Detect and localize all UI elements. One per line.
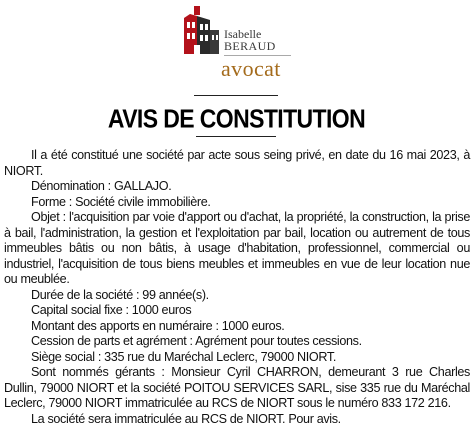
building-logo-icon [184, 6, 222, 58]
logo-last-name: BERAUD [224, 40, 276, 52]
law-firm-logo [184, 6, 294, 88]
notice-body [4, 148, 470, 427]
notice-paragraph-duration: Durée de la société : 99 année(s). [4, 288, 470, 304]
header-divider [194, 95, 278, 96]
logo-first-name: Isabelle [224, 28, 261, 40]
notice-paragraph-form: Forme : Société civile immobilière. [4, 195, 470, 211]
logo-profession: avocat [221, 57, 281, 81]
notice-paragraph-denomination: Dénomination : GALLAJO. [4, 179, 470, 195]
notice-paragraph-head-office: Siège social : 335 rue du Maréchal Leclerc, 79000 NIORT. [4, 350, 470, 366]
title-divider [196, 136, 276, 137]
notice-paragraph-purpose: Objet : l'acquisition par voie d'apport ou d'achat, la propriété, la construction, la prise à bail, l'administration, la gestion et l'exploitation par bail, location ou autrement de tous immeubles bâtis ou non bâtis, à usage d'habitation, professionnel, commercial ou industriel, l'acquisition de tous biens meubles et immeubles en vue de leur location nue ou meublée. [4, 210, 470, 288]
notice-paragraph-share-transfer: Cession de parts et agrément : Agrément pour toutes cessions. [4, 334, 470, 350]
notice-paragraph-constitution: Il a été constitué une société par acte sous seing privé, en date du 16 mai 2023, à NIORT. [4, 148, 470, 179]
notice-title: AVIS DE CONSTITUTION [0, 103, 473, 134]
notice-paragraph-capital: Capital social fixe : 1000 euros [4, 303, 470, 319]
notice-paragraph-managers: Sont nommés gérants : Monsieur Cyril CHARRON, demeurant 3 rue Charles Dullin, 79000 NIORT et la société POITOU SERVICES SARL, sise 335 rue du Maréchal Leclerc, 79000 NIORT immatriculée au RCS de NIORT sous le numéro 833 172 216. [4, 365, 470, 412]
notice-paragraph-registration: La société sera immatriculée au RCS de NIORT. Pour avis. [4, 412, 470, 427]
notice-paragraph-contributions: Montant des apports en numéraire : 1000 euros. [4, 319, 470, 335]
header [0, 0, 473, 98]
